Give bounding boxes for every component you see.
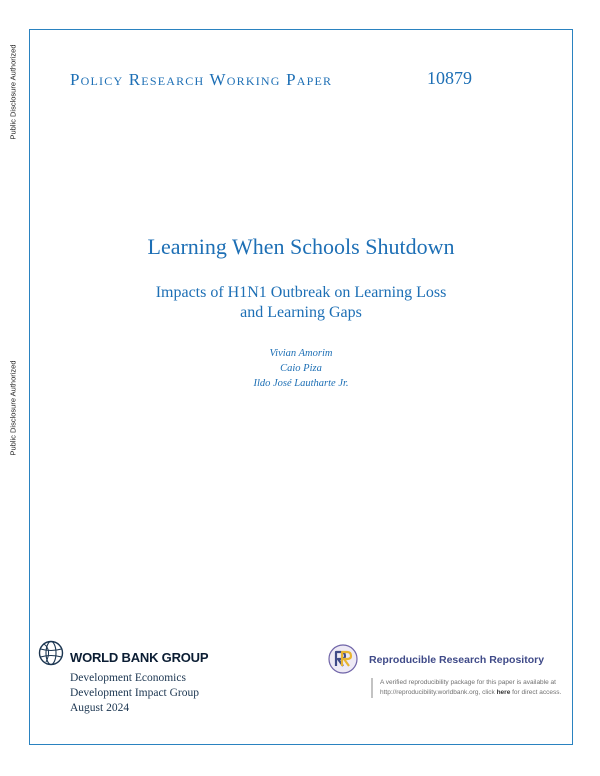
paper-subtitle [29,283,573,323]
subtitle-line-2: and Learning Gaps [240,304,362,321]
repository-note-text: A verified reproducibility package for this paper is available at http://reproducibility.worldbank.org, click [380,679,556,696]
author-list [29,346,573,391]
paper-number: 10879 [427,68,472,88]
rr-logo-icon [328,644,358,674]
author-name: Ildo José Lautharte Jr. [253,378,349,389]
author-name: Caio Piza [280,363,322,374]
series-title: Policy Research Working Paper [70,70,333,89]
publication-date: August 2024 [70,702,130,714]
publisher-unit: Development Economics [70,672,186,684]
paper-title: Learning When Schools Shutdown [147,234,455,259]
subtitle-line-1: Impacts of H1N1 Outbreak on Learning Loss [155,284,447,301]
repository-link[interactable]: here [496,689,511,696]
author-name: Vivian Amorim [269,348,333,359]
disclosure-label-top: Public Disclosure Authorized [8,44,18,140]
publisher-name: WORLD BANK GROUP [70,650,209,665]
repository-name: Reproducible Research Repository [369,654,545,666]
repository-note [371,678,580,698]
disclosure-label-middle: Public Disclosure Authorized [8,360,18,456]
globe-icon [38,640,64,666]
publisher-group: Development Impact Group [70,687,200,699]
repository-note-suffix: for direct access. [512,689,562,696]
publisher-details [70,671,199,716]
